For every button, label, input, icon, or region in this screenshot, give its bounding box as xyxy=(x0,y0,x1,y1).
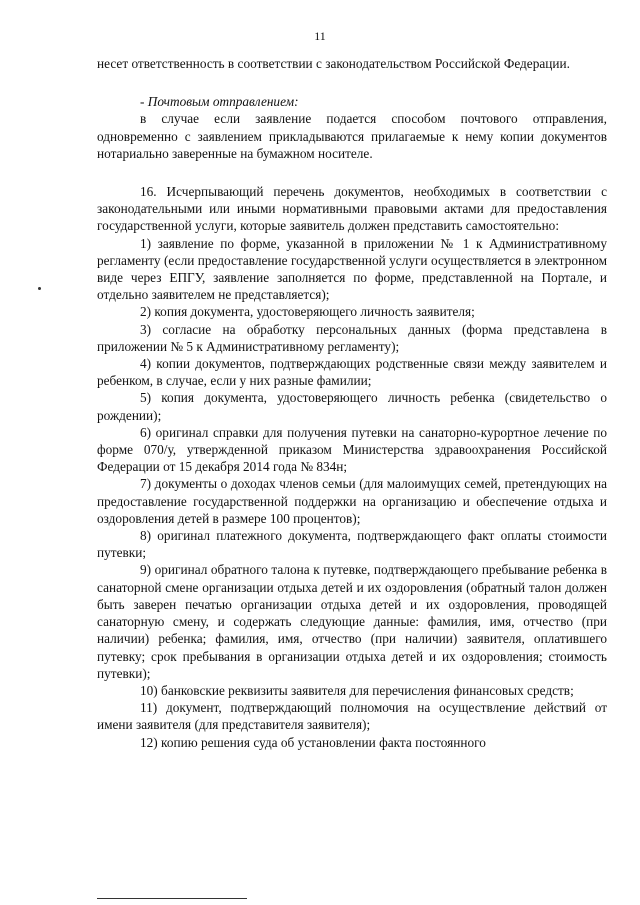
list-item-5: 5) копия документа, удостоверяющего личность ребенка (свидетельство о рождении); xyxy=(97,390,607,423)
list-item-10: 10) банковские реквизиты заявителя для перечисления финансовых средств; xyxy=(140,682,574,698)
list-item-4: 4) копии документов, подтверждающих родственные связи между заявителем и ребенком, в случае, если у них разные фамилии; xyxy=(97,356,607,389)
list-item-12: 12) копию решения суда об установлении факта постоянного xyxy=(140,734,486,750)
list-item-1: 1) заявление по форме, указанной в приложении № 1 к Административному регламенту (если предоставление государственной услуги осуществляется в электронном виде через ЕПГУ, заявление заполняется по форме, представленной на Портале, и отдельно заявителем не представляется); xyxy=(97,235,607,303)
list-item-11: 11) документ, подтверждающий полномочия на осуществление действий от имени заявителя (для представителя заявителя); xyxy=(97,700,607,733)
section-16-heading: 16. Исчерпывающий перечень документов, необходимых в соответствии с законодательными или иными нормативными правовыми актами для предоставления государственной услуги, которые заявитель должен представить самостоятельно: xyxy=(97,184,607,234)
list-item-8: 8) оригинал платежного документа, подтверждающего факт оплаты стоимости путевки; xyxy=(97,528,607,561)
list-item-2: 2) копия документа, удостоверяющего личность заявителя; xyxy=(140,304,475,320)
document-list xyxy=(97,235,607,751)
postal-heading: - Почтовым отправлением: xyxy=(140,94,299,110)
list-item-6: 6) оригинал справки для получения путевки на санаторно-курортное лечение по форме 070/у, утвержденной приказом Министерства здравоохранения Российской Федерации от 15 декабря 2014 года № 834н; xyxy=(97,424,607,475)
footnote-rule xyxy=(97,898,247,899)
scan-speck xyxy=(38,287,41,290)
document-body xyxy=(97,55,607,751)
list-item-3: 3) согласие на обработку персональных данных (форма представлена в приложении № 5 к Административному регламенту); xyxy=(97,321,607,354)
page-number: 11 xyxy=(314,29,326,43)
list-item-7: 7) документы о доходах членов семьи (для малоимущих семей, претендующих на предоставление государственной поддержки на организацию и обеспечение отдыха и оздоровления детей в размере 100 процентов); xyxy=(97,476,607,526)
list-item-9: 9) оригинал обратного талона к путевке, подтверждающего пребывание ребенка в санаторной смене организации отдыха детей и их оздоровления (обратный талон должен быть заверен печатью организации отдыха детей и их оздоровления, проводящей санаторную смену, и содержать следующие данные: фамилия, имя, отчество (при наличии) ребенка; фамилия, имя, отчество (при наличии) заявителя, оплатившего путевку; срок пребывания в организации отдыха детей и их оздоровления; стоимость путевки); xyxy=(97,562,607,681)
postal-paragraph: в случае если заявление подается способом почтового отправления, одновременно с заявлением прикладываются прилагаемые к нему копии документов нотариально заверенные на бумажном носителе. xyxy=(97,111,607,161)
intro-paragraph: несет ответственность в соответствии с законодательством Российской Федерации. xyxy=(97,56,570,71)
